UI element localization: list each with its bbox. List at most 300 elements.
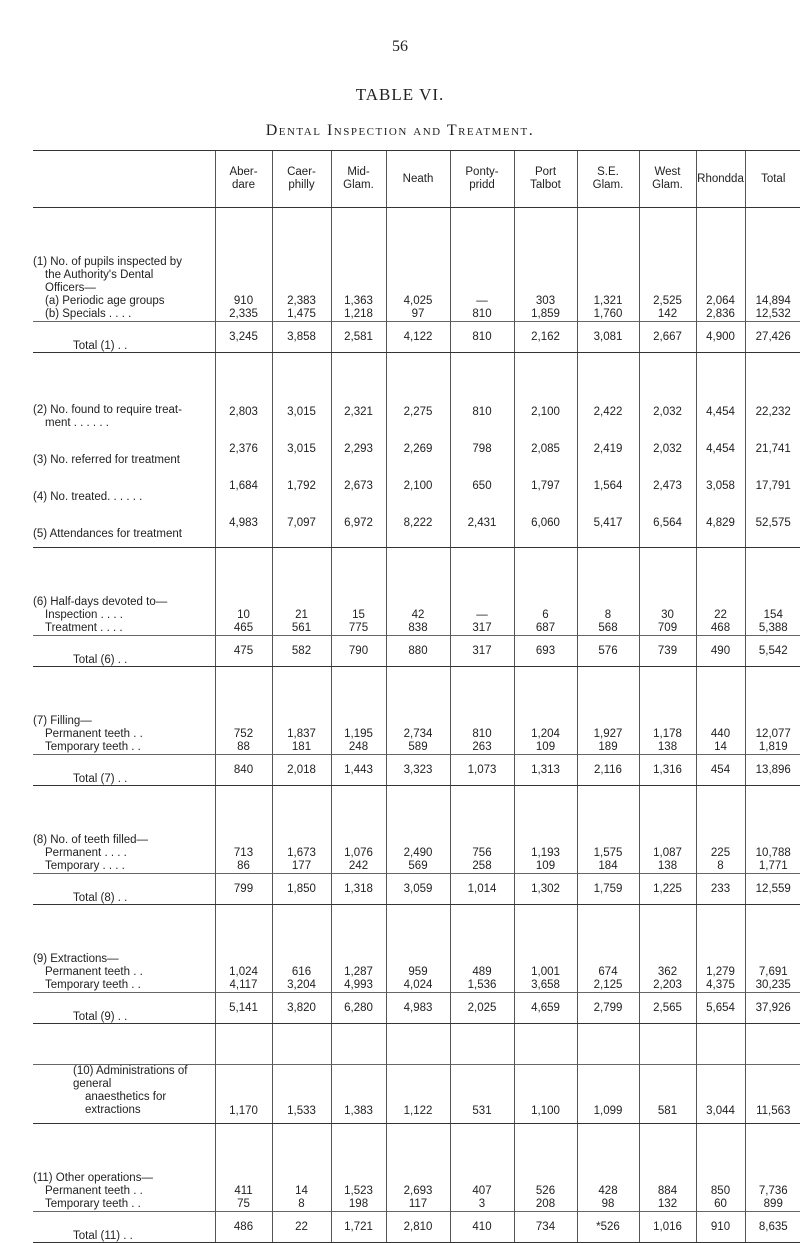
spacer-cell [745, 667, 800, 708]
value-cell [386, 588, 450, 636]
value-cell [450, 707, 514, 755]
value: 60 [697, 1198, 745, 1211]
spacer-cell [696, 548, 745, 589]
value: 2,203 [640, 979, 696, 992]
value-cell [639, 826, 696, 874]
value: 198 [332, 1198, 386, 1211]
label-line: (4) No. treated. . . . . . [33, 491, 215, 504]
total-value: 2,162 [514, 322, 577, 353]
value: 687 [515, 622, 577, 635]
value-cell: 2,100 [514, 393, 577, 430]
value-cell [450, 826, 514, 874]
value-cell [696, 1164, 745, 1212]
value-cell [215, 826, 272, 874]
value: 1,204 [515, 728, 577, 741]
value-cell: 3,015 [272, 430, 331, 467]
single-row [33, 393, 800, 430]
value-cell: 1,564 [577, 467, 639, 504]
total-value: 1,225 [639, 874, 696, 905]
value-cell [514, 826, 577, 874]
value: 411 [216, 1185, 272, 1198]
value: 775 [332, 622, 386, 635]
value: 752 [216, 728, 272, 741]
label-line: (2) No. found to require treat- [33, 404, 215, 417]
spacer-cell [215, 667, 272, 708]
value-cell: 2,275 [386, 393, 450, 430]
value: 1,279 [697, 966, 745, 979]
spacer-cell [514, 667, 577, 708]
value: 4,375 [697, 979, 745, 992]
spacer-cell [450, 1124, 514, 1165]
value: 30,235 [746, 979, 800, 992]
value: 142 [640, 308, 696, 321]
value-cell [577, 588, 639, 636]
column-header-text: Neath [387, 173, 450, 186]
value: 1,178 [640, 728, 696, 741]
spacer-cell [272, 1024, 331, 1065]
spacer-cell [272, 208, 331, 249]
spacer-cell [386, 667, 450, 708]
column-header [215, 151, 272, 208]
total-value: 37,926 [745, 993, 800, 1024]
label-line: Inspection . . . . [33, 609, 215, 622]
spacer-cell [272, 905, 331, 946]
column-header-text: Aber- [216, 166, 272, 179]
spacer-cell [386, 786, 450, 827]
total-value: 910 [696, 1212, 745, 1243]
table-subtitle: Dental Inspection and Treatment. [0, 122, 800, 140]
total-label: Total (7) . . [33, 755, 215, 786]
value-cell: 2,321 [331, 393, 386, 430]
spacer-cell [639, 548, 696, 589]
value-cell [745, 1164, 800, 1212]
value: 1,218 [332, 308, 386, 321]
total-value: 739 [639, 636, 696, 667]
value-cell [514, 707, 577, 755]
total-value: 693 [514, 636, 577, 667]
spacer-cell [696, 208, 745, 249]
value: 713 [216, 847, 272, 860]
page-number: 56 [0, 38, 800, 56]
value-cell: 17,791 [745, 467, 800, 504]
value: 709 [640, 622, 696, 635]
total-value: 1,850 [272, 874, 331, 905]
value: 526 [515, 1185, 577, 1198]
value: 12,532 [746, 308, 800, 321]
anaesthetics-label [33, 1065, 215, 1124]
value: 30 [640, 609, 696, 622]
table-title: TABLE VI. [0, 85, 800, 105]
value: 208 [515, 1198, 577, 1211]
total-value: 13,896 [745, 755, 800, 786]
spacer-cell [514, 786, 577, 827]
spacer-cell [745, 208, 800, 249]
value: 8 [273, 1198, 331, 1211]
value-cell [386, 707, 450, 755]
total-value: 4,122 [386, 322, 450, 353]
value: 7,736 [746, 1185, 800, 1198]
total-value: 8,635 [745, 1212, 800, 1243]
value: 10,788 [746, 847, 800, 860]
value: 2,125 [578, 979, 639, 992]
spacer-cell [745, 786, 800, 827]
value-cell: 2,032 [639, 393, 696, 430]
value: 440 [697, 728, 745, 741]
value-cell [514, 1164, 577, 1212]
value: 674 [578, 966, 639, 979]
value: — [451, 295, 514, 308]
value: 756 [451, 847, 514, 860]
value-cell: 2,673 [331, 467, 386, 504]
value-cell [215, 1164, 272, 1212]
value-cell: 1,122 [386, 1065, 450, 1124]
spacer-cell [450, 786, 514, 827]
spacer-cell [272, 786, 331, 827]
value: 1,927 [578, 728, 639, 741]
total-value: 5,542 [745, 636, 800, 667]
value-cell: 7,097 [272, 504, 331, 541]
label-line: Permanent teeth . . [33, 728, 215, 741]
value: 4,024 [387, 979, 450, 992]
spacer-cell [514, 905, 577, 946]
spacer-cell [331, 353, 386, 394]
spacer-cell [696, 1124, 745, 1165]
label-line: Temporary teeth . . [33, 1198, 215, 1211]
dental-inspection-table [33, 150, 800, 1243]
value: 1,837 [273, 728, 331, 741]
total-value: 3,820 [272, 993, 331, 1024]
value-cell [514, 248, 577, 322]
pupils-inspected-values-row [33, 248, 800, 322]
value: 1,001 [515, 966, 577, 979]
spacer-cell [514, 1124, 577, 1165]
label-line: (5) Attendances for treatment [33, 528, 215, 541]
total-label: Total (1) . . [33, 322, 215, 353]
column-header-text: Mid- [332, 166, 386, 179]
group-8-values-row [33, 826, 800, 874]
spacer-cell [639, 786, 696, 827]
spacer-cell [215, 786, 272, 827]
column-header-text: West [640, 166, 696, 179]
value: 1,673 [273, 847, 331, 860]
spacer-cell [33, 1024, 215, 1065]
value-cell [450, 588, 514, 636]
value: 1,363 [332, 295, 386, 308]
spacer-cell [577, 905, 639, 946]
pupils-inspected-total-row [33, 322, 800, 353]
group-6-label [33, 588, 215, 636]
value: 98 [578, 1198, 639, 1211]
value-cell: 531 [450, 1065, 514, 1124]
total-value: 486 [215, 1212, 272, 1243]
value: 1,523 [332, 1185, 386, 1198]
value-cell [639, 707, 696, 755]
spacer-row [33, 786, 800, 827]
total-value: 22 [272, 1212, 331, 1243]
value: 2,525 [640, 295, 696, 308]
value-cell: 22,232 [745, 393, 800, 430]
value: 12,077 [746, 728, 800, 741]
value-cell: 2,419 [577, 430, 639, 467]
total-value: 27,426 [745, 322, 800, 353]
value-cell [272, 945, 331, 993]
column-header [272, 151, 331, 208]
value: 132 [640, 1198, 696, 1211]
spacer-cell [639, 208, 696, 249]
value-cell [577, 248, 639, 322]
column-header [577, 151, 639, 208]
value: 154 [746, 609, 800, 622]
total-value: 3,323 [386, 755, 450, 786]
total-value: 4,900 [696, 322, 745, 353]
total-value: 6,280 [331, 993, 386, 1024]
label-line: Temporary teeth . . [33, 979, 215, 992]
value: 2,490 [387, 847, 450, 860]
value-cell [386, 1164, 450, 1212]
total-value: 1,318 [331, 874, 386, 905]
spacer-cell [272, 353, 331, 394]
spacer-cell [450, 548, 514, 589]
spacer-cell [215, 208, 272, 249]
value-cell [272, 588, 331, 636]
column-header [386, 151, 450, 208]
spacer-cell [215, 1124, 272, 1165]
total-value: 1,316 [639, 755, 696, 786]
label-line: (11) Other operations— [33, 1172, 215, 1185]
label-line: Permanent . . . . [33, 847, 215, 860]
total-value: *526 [577, 1212, 639, 1243]
total-value: 1,016 [639, 1212, 696, 1243]
spacer-cell [215, 548, 272, 589]
spacer-cell [331, 905, 386, 946]
spacer-cell [272, 1124, 331, 1165]
other-operations-values-row [33, 1164, 800, 1212]
value: 884 [640, 1185, 696, 1198]
spacer-cell [331, 1024, 386, 1065]
value-cell: 1,684 [215, 467, 272, 504]
spacer-cell [696, 786, 745, 827]
value: 1,760 [578, 308, 639, 321]
spacer-cell [696, 667, 745, 708]
column-header [745, 151, 800, 208]
spacer-cell [639, 1024, 696, 1065]
value-cell [696, 248, 745, 322]
value-cell: 2,473 [639, 467, 696, 504]
spacer-cell [386, 905, 450, 946]
spacer-row [33, 208, 800, 249]
value: 2,836 [697, 308, 745, 321]
spacer-cell [215, 353, 272, 394]
label-line: Treatment . . . . [33, 622, 215, 635]
value-cell: 4,829 [696, 504, 745, 541]
value-cell [450, 248, 514, 322]
label-line: Officers— [33, 282, 215, 295]
spacer-cell [33, 208, 215, 249]
single-row-label [33, 393, 215, 430]
value: 1,536 [451, 979, 514, 992]
value-cell: 2,803 [215, 393, 272, 430]
spacer-cell [639, 905, 696, 946]
spacer-cell [386, 1024, 450, 1065]
value: 263 [451, 741, 514, 754]
value: 3,658 [515, 979, 577, 992]
value: 303 [515, 295, 577, 308]
spacer-cell [386, 1124, 450, 1165]
spacer-cell [33, 353, 215, 394]
single-row-label [33, 467, 215, 504]
value: 189 [578, 741, 639, 754]
spacer-cell [33, 548, 215, 589]
label-line: (8) No. of teeth filled— [33, 834, 215, 847]
label-line: Permanent teeth . . [33, 1185, 215, 1198]
column-header-text: Total [746, 173, 800, 186]
value: 468 [697, 622, 745, 635]
single-row-label [33, 430, 215, 467]
spacer-cell [386, 548, 450, 589]
spacer-cell [745, 905, 800, 946]
value-cell: 3,015 [272, 393, 331, 430]
spacer-cell [577, 208, 639, 249]
value-cell: 6,060 [514, 504, 577, 541]
value: 258 [451, 860, 514, 873]
value-cell: 2,422 [577, 393, 639, 430]
spacer-cell [33, 667, 215, 708]
value-cell [696, 588, 745, 636]
value: 8 [697, 860, 745, 873]
value: 242 [332, 860, 386, 873]
value-cell [577, 945, 639, 993]
column-header [639, 151, 696, 208]
spacer-cell [514, 208, 577, 249]
value-cell [450, 1164, 514, 1212]
spacer-cell [639, 353, 696, 394]
value-cell: 2,032 [639, 430, 696, 467]
spacer-cell [514, 353, 577, 394]
value-cell [577, 826, 639, 874]
spacer-row [33, 905, 800, 946]
spacer-cell [639, 667, 696, 708]
value: 138 [640, 741, 696, 754]
table-header [33, 151, 800, 208]
value-cell: 1,170 [215, 1065, 272, 1124]
value: 1,819 [746, 741, 800, 754]
total-value: 880 [386, 636, 450, 667]
total-value: 4,659 [514, 993, 577, 1024]
label-line: Temporary . . . . [33, 860, 215, 873]
value-cell [272, 1164, 331, 1212]
value: 1,475 [273, 308, 331, 321]
value-cell [639, 1164, 696, 1212]
column-header [514, 151, 577, 208]
spacer-cell [33, 1124, 215, 1165]
total-value: 12,559 [745, 874, 800, 905]
value-cell: 6,564 [639, 504, 696, 541]
value: 109 [515, 741, 577, 754]
spacer-cell [639, 1124, 696, 1165]
total-value: 1,759 [577, 874, 639, 905]
value: 489 [451, 966, 514, 979]
value: 181 [273, 741, 331, 754]
value: 14,894 [746, 295, 800, 308]
value: 6 [515, 609, 577, 622]
spacer-cell [577, 1024, 639, 1065]
value: 1,024 [216, 966, 272, 979]
spacer-cell [33, 905, 215, 946]
value: 15 [332, 609, 386, 622]
single-row [33, 430, 800, 467]
value-cell [386, 945, 450, 993]
value: 2,383 [273, 295, 331, 308]
value: 838 [387, 622, 450, 635]
value-cell [450, 945, 514, 993]
value-cell: 798 [450, 430, 514, 467]
spacer-cell [745, 1124, 800, 1165]
spacer-cell [450, 905, 514, 946]
value: 1,321 [578, 295, 639, 308]
spacer-cell [331, 786, 386, 827]
value-cell: 1,792 [272, 467, 331, 504]
total-label: Total (8) . . [33, 874, 215, 905]
value-cell: 5,417 [577, 504, 639, 541]
total-value: 2,025 [450, 993, 514, 1024]
total-value: 1,313 [514, 755, 577, 786]
spacer-row [33, 667, 800, 708]
value-cell [514, 945, 577, 993]
column-header-text: Ponty- [451, 166, 514, 179]
column-header [331, 151, 386, 208]
value-cell [639, 248, 696, 322]
total-value: 1,014 [450, 874, 514, 905]
value: 362 [640, 966, 696, 979]
spacer-cell [272, 667, 331, 708]
value: 3,204 [273, 979, 331, 992]
pupils-inspected-label [33, 248, 215, 322]
column-header-text: pridd [451, 179, 514, 192]
group-7-label [33, 707, 215, 755]
value: 569 [387, 860, 450, 873]
single-row-label [33, 504, 215, 541]
value-cell [696, 826, 745, 874]
spacer-cell [577, 353, 639, 394]
value: 568 [578, 622, 639, 635]
total-label: Total (6) . . [33, 636, 215, 667]
value-cell [577, 1164, 639, 1212]
value: 4,117 [216, 979, 272, 992]
other-operations-label [33, 1164, 215, 1212]
value: 3 [451, 1198, 514, 1211]
value: 1,076 [332, 847, 386, 860]
total-value: 810 [450, 322, 514, 353]
total-value: 576 [577, 636, 639, 667]
value-cell [577, 707, 639, 755]
header-stub-cell [33, 151, 215, 208]
value: 7,691 [746, 966, 800, 979]
value-cell [639, 588, 696, 636]
value-cell: 4,454 [696, 393, 745, 430]
spacer-cell [577, 548, 639, 589]
label-line: (a) Periodic age groups [33, 295, 215, 308]
value-cell: 4,454 [696, 430, 745, 467]
total-value: 490 [696, 636, 745, 667]
value-cell: 1,797 [514, 467, 577, 504]
value-cell: 1,100 [514, 1065, 577, 1124]
value: 1,087 [640, 847, 696, 860]
value-cell: 2,293 [331, 430, 386, 467]
value: 184 [578, 860, 639, 873]
spacer-cell [386, 208, 450, 249]
value: 86 [216, 860, 272, 873]
value-cell [215, 588, 272, 636]
